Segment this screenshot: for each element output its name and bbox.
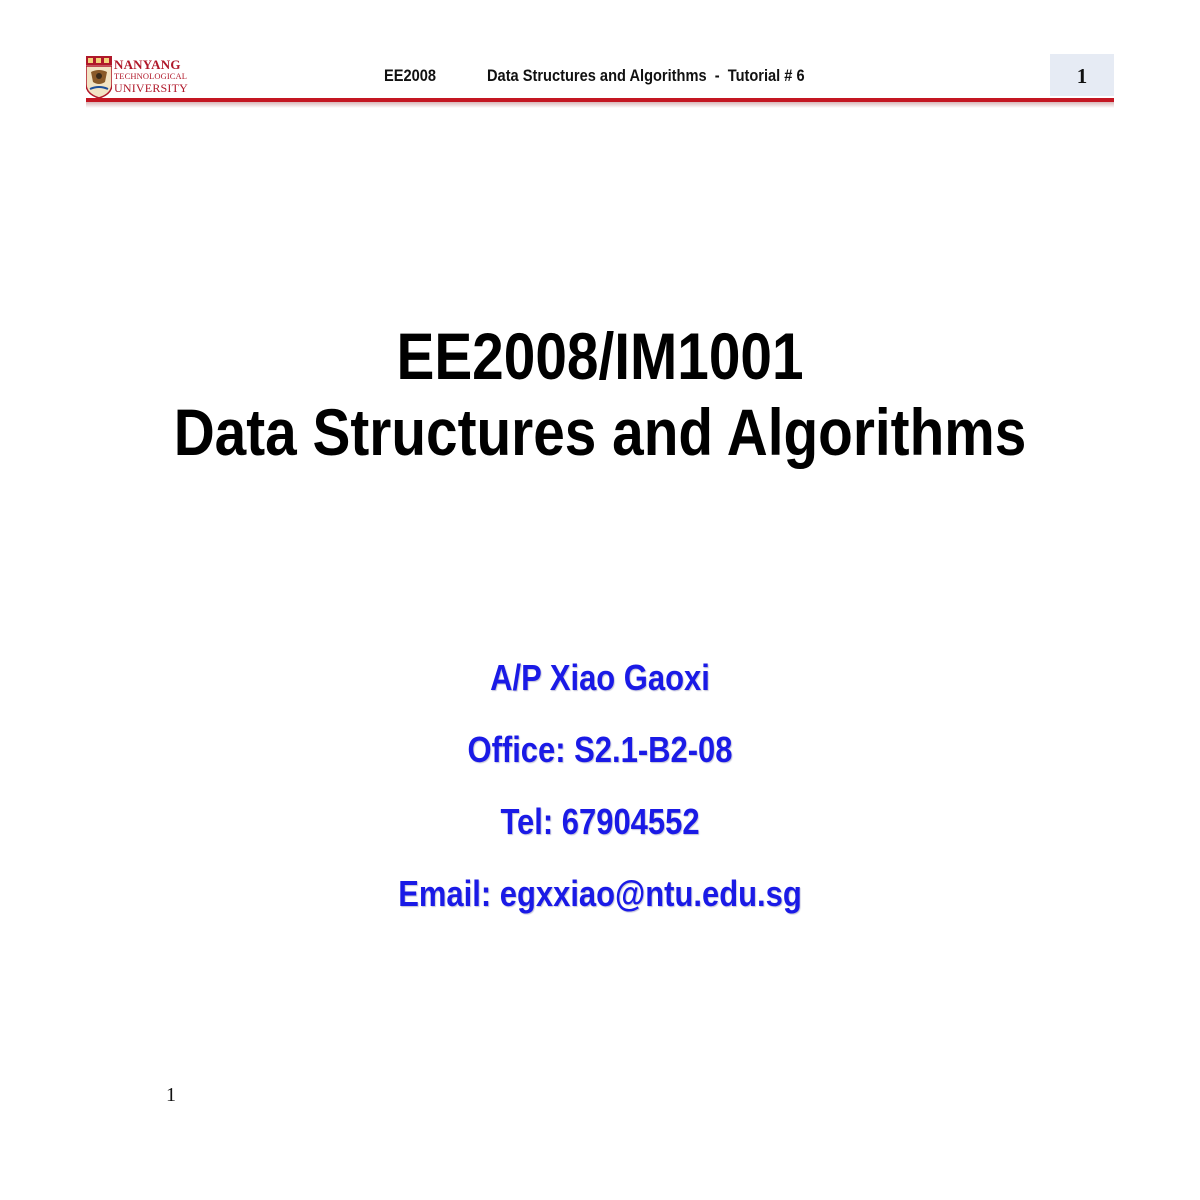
header-page-number: 1 [1076, 64, 1088, 88]
header-divider-shadow [86, 102, 1114, 108]
header-course-title: Data Structures and Algorithms - Tutorial # 6 [487, 66, 805, 85]
logo-text-nanyang: NANYANG [114, 57, 181, 72]
ntu-crest-icon [86, 56, 112, 98]
slide-title [0, 318, 1200, 470]
title-course-codes: EE2008/IM1001 [396, 319, 804, 393]
instructor-office: Office: S2.1-B2-08 [467, 729, 733, 770]
logo-text-technological: TECHNOLOGICAL [114, 71, 188, 81]
logo-text-university: UNIVERSITY [114, 80, 188, 95]
instructor-contact [0, 642, 1200, 930]
instructor-name: A/P Xiao Gaoxi [490, 657, 710, 698]
footer-page-number: 1 [166, 1084, 176, 1106]
university-logo [86, 56, 188, 100]
slide-header [86, 52, 1114, 108]
instructor-email: Email: egxxiao@ntu.edu.sg [398, 873, 802, 914]
instructor-tel: Tel: 67904552 [500, 801, 700, 842]
header-page-number-box [1050, 54, 1114, 96]
university-name [114, 58, 188, 94]
header-course-code: EE2008 [384, 66, 437, 85]
title-course-name: Data Structures and Algorithms [173, 395, 1027, 469]
